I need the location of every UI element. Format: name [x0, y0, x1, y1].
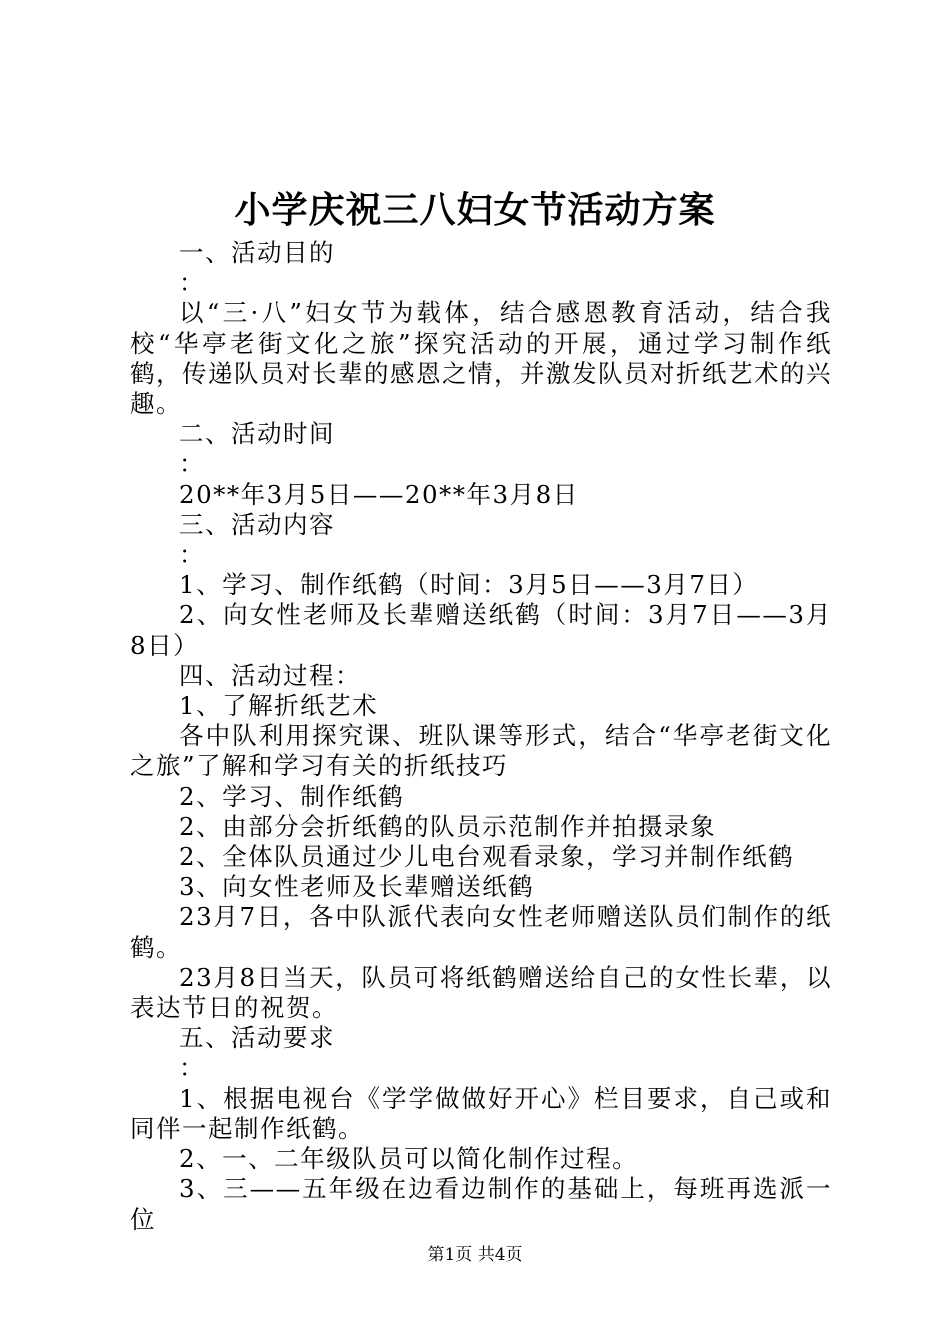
paragraph: 20**年3月5日——20**年3月8日	[179, 479, 579, 509]
section-heading: 五、活动要求	[179, 1023, 335, 1053]
section-heading: 一、活动目的	[179, 238, 335, 267]
section-heading: 二、活动时间	[179, 419, 335, 449]
document-title: 小学庆祝三八妇女节活动方案	[234, 189, 716, 231]
list-item: 1、了解折纸艺术	[179, 691, 379, 721]
list-item: 2、全体队员通过少儿电台观看录象，学习并制作纸鹤	[179, 842, 795, 872]
list-item: 1、根据电视台《学学做做好开心》栏目要求，自己或和同伴一起制作纸鹤。	[130, 1083, 832, 1143]
list-item: 2、向女性老师及长辈赠送纸鹤（时间：3月7日——3月8日）	[130, 600, 832, 660]
document-body	[130, 238, 832, 1235]
list-item: 2、由部分会折纸鹤的队员示范制作并拍摄录象	[179, 811, 717, 841]
colon-line: ：	[179, 540, 205, 570]
list-item: 3、向女性老师及长辈赠送纸鹤	[179, 872, 535, 902]
section-heading: 三、活动内容	[179, 509, 335, 539]
list-item: 2、学习、制作纸鹤	[179, 781, 405, 811]
list-item: 2、一、二年级队员可以简化制作过程。	[179, 1144, 639, 1174]
colon-line: ：	[179, 1053, 205, 1083]
paragraph: 以“三·八”妇女节为载体，结合感恩教育活动，结合我校“华亭老街文化之旅”探究活动的开展，通过学习制作纸鹤，传递队员对长辈的感恩之情，并激发队员对折纸艺术的兴趣。	[130, 298, 832, 419]
section-heading: 四、活动过程：	[179, 660, 361, 690]
list-item: 3、三——五年级在边看边制作的基础上，每班再选派一位	[130, 1174, 832, 1234]
paragraph: 23月7日，各中队派代表向女性老师赠送队员们制作的纸鹤。	[130, 902, 832, 962]
colon-line: ：	[179, 449, 205, 479]
list-item: 1、学习、制作纸鹤（时间：3月5日——3月7日）	[179, 570, 759, 600]
colon-line: ：	[179, 268, 205, 298]
paragraph: 23月8日当天，队员可将纸鹤赠送给自己的女性长辈，以表达节日的祝贺。	[130, 962, 832, 1023]
page-footer: 第1页 共4页	[427, 1245, 523, 1265]
paragraph: 各中队利用探究课、班队课等形式，结合“华亭老街文化之旅”了解和学习有关的折纸技巧	[130, 721, 832, 781]
